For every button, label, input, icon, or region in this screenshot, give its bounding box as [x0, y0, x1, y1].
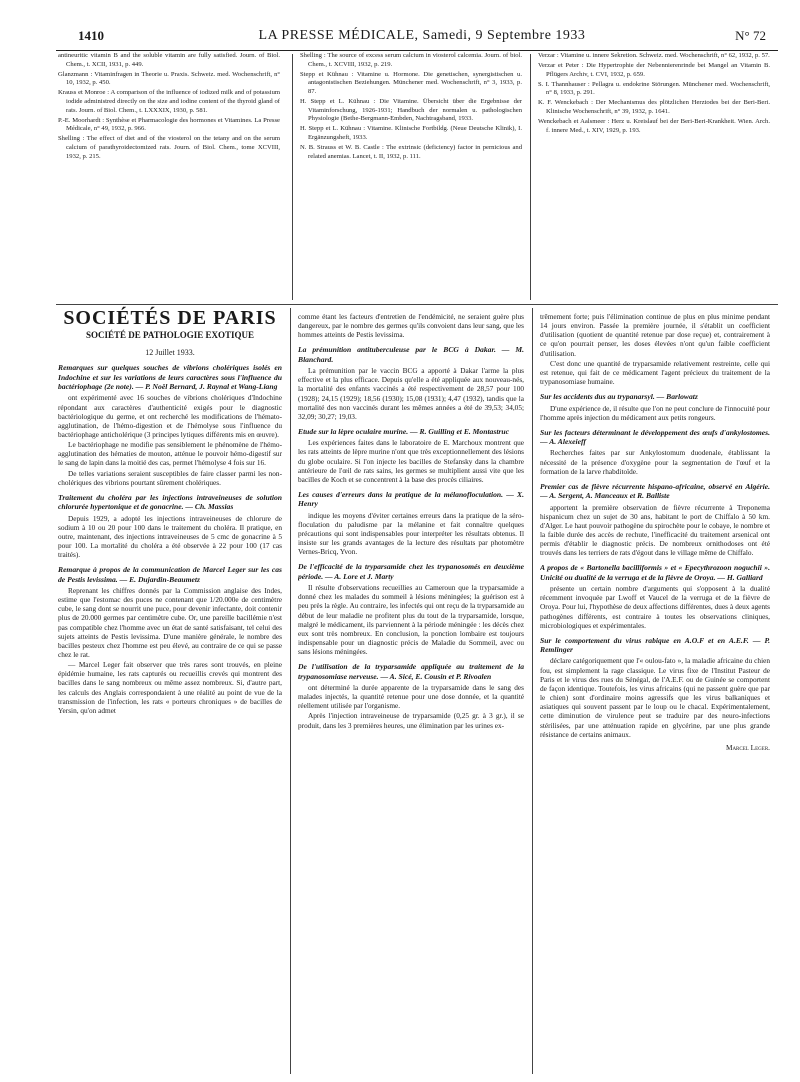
abstract-paragraph: comme étant les facteurs d'entretien de l'endémicité, ne seraient guère plus dangereux, par le nombre des germes qu'ils convoient dans leur sang, que les hommes atteints de Pestis levissima.: [298, 312, 524, 340]
reference-entry: Krauss et Monroe : A comparison of the influence of iodized milk and of potassium iodide administred directly on the size and iodine content of the thyroid gland of rats. Journ. of Biol. Chem., t. LXXXIX, 1930, p. 581.: [58, 89, 280, 114]
page-header: [78, 28, 766, 48]
abstract-paragraph: Reprenant les chiffres donnés par la Commission anglaise des Indes, estime que l'estomac des puces ne contenant que 1/20.000e de centimètre cube, le sang dont se nourrit une puce, pour devenir infectante, doit contenir plus de 20.000 germes par centimètre cube. Or, une pareille bacillémie n'est pas compatible chez l'homme avec un état de santé satisfaisant, tel celui des sujets atteints de Pestis levissima. D'une manière générale, le nombre des bacilles pesteux chez l'homme est peu élevé, au contraire de ce qui se passe chez le rat.: [58, 585, 282, 659]
page-number: 1410: [78, 28, 104, 43]
reference-entry: Shelling : The effect of diet and of the viosterol on the tetany and on the serum calcium of parathyroidectomized rats. Journ. of Biol. Chem., tome XCVIII, 1932, p. 215.: [58, 135, 280, 160]
reference-entry: Glanzmann : Vitaminfragen in Theorie u. Praxis. Schweiz. med. Wochenschrift, n° 10, 1932, p. 450.: [58, 70, 280, 87]
section-banner: SOCIÉTÉS DE PARIS: [63, 307, 277, 329]
abstract-heading: Etude sur la lèpre oculaire murine. — R. Guilling et E. Montastruc: [298, 427, 509, 436]
references-col-2: [300, 52, 522, 300]
abstract-paragraph: apportent la première observation de fièvre récurrente à Treponema hispanicum chez un sujet de 30 ans, habitant le port de Chiffalo à 50 km. d'Alger. Le haut pouvoir pathogène du spirochète pour le cobaye, le nombre et la faible durée des accès de rechute, l'inefficacité du traitement arsenical ont permis d'établir le diagnostic précis. De nombreux ornithodoses ont été trouvés dans les terriers de rats d'égout dans le village même de Chiffalo.: [540, 502, 770, 558]
abstract-heading: Les causes d'erreurs dans la pratique de la mélanofloculation. — X. Henry: [298, 490, 524, 509]
abstract-paragraph: — Marcel Leger fait observer que très rares sont trouvés, en pleine épidémie humaine, les rats capturés ou recueillis crevés qui montrent des bacilles dans le sang nombreux ou même assez nombreux. Si, d'autre part, les calculs des Anglais correspondaient à une réalité au point de vue de la transmission de l'infection, les rats « porteurs chroniques » de bacilles de Yersin, qu'on admet: [58, 660, 282, 715]
session-date: 12 Juillet 1933.: [145, 348, 195, 358]
abstract-heading: La prémunition antituberculeuse par le BCG à Dakar. — M. Blanchard.: [298, 345, 524, 364]
abstract-heading: Remarques sur quelques souches de vibrions cholériques isolés en Indochine et sur les variations de leurs caractères sous l'influence du bactériophage (2e note). — P. Noël Bernard, J. Raynal et Wang-Liang: [58, 363, 282, 392]
references-col-3: [538, 52, 770, 300]
abstract-heading: Premier cas de fièvre récurrente hispano-africaine, observé en Algérie. — A. Sergent, A. Manceaux et R. Balliste: [540, 481, 770, 501]
reference-entry: P.-E. Moorhardt : Synthèse et Pharmacologie des hormones et Vitamines. La Presse Médicale, n° 49, 1932, p. 966.: [58, 116, 280, 133]
reference-entry: Wenckebach et Aalsmeer : Herz u. Kreislauf bei der Beri-Beri-Krankheit. Wien. Arch. f. innere Med., t. XIV, 1929, p. 193.: [538, 118, 770, 134]
reference-entry: N. B. Strauss et W. B. Castle : The extrinsic (deficiency) factor in pernicious and related anemias. Lancet, t. II, 1932, p. 111.: [300, 143, 522, 160]
abstract-heading: A propos de « Bartonella bacilliformis » et « Epecythrozoon noguchii ». Unicité ou dualité de la verruga et de la fièvre de Oroya. — H. Galliard: [540, 563, 770, 582]
column-divider: [532, 308, 533, 1074]
abstract-paragraph: Il résulte d'observations recueillies au Cameroun que la tryparsamide a donné chez les malades du sommeil à lésions méningées; la guérison est à peu près la règle. Au contraire, les infectés qui ont reçu de la tryparsamide au début de leur maladie ne profitent plus du tout de la tryparsamide, lorsque, malgré le médicament, ils parviennent à la période méningée : les décès chez eux sont très nombreux. En conclusion, la ponction lombaire est toujours indispensable pour un diagnostic précis de Maladie du Sommeil, avec ou sans lésions méningées.: [298, 583, 524, 657]
abstract-heading: Traitement du choléra par les injections intraveineuses de solution chlorurée hypertonique et de gonacrine. — Ch. Massias: [58, 492, 282, 512]
reference-entry: Shelling : The source of excess serum calcium in viosterol calcemia. Journ. of biol. Chem., t. XCVIII, 1932, p. 219.: [300, 52, 522, 68]
abstract-heading: Sur le comportement du virus rabique en A.O.F et en A.E.F. — P. Remlinger: [540, 635, 770, 655]
abstract-heading: Remarque à propos de la communication de Marcel Leger sur les cas de Pestis levissima. — E. Dujardin-Beaumetz: [58, 565, 282, 584]
abstract-paragraph: présente un certain nombre d'arguments qui s'opposent à la dualité récemment invoquée par Lwoff et Vaucel de la verruga et de la fièvre de Oroya. Pour lui, l'hypothèse de deux affections différentes, dues à deux agents pathogènes différents, est contraire à toutes les observations cliniques, microbiologiques et expérimentales.: [540, 584, 770, 630]
references-col-1: [58, 52, 280, 300]
abstract-paragraph: Après l'injection intraveineuse de tryparsamide (0,25 gr. à 3 gr.), il se produit, dans les 3 premières heures, une élimination par les urines ex-: [298, 711, 524, 730]
abstract-paragraph: Recherches faites par sur Ankylostomum duodenale, établissant la nécessité de la présence d'oxygène pour la segmentation de l'œuf et la formation de la larve rhabditoïde.: [540, 448, 770, 476]
abstract-paragraph: ont expérimenté avec 16 souches de vibrions cholériques d'Indochine répondant aux caractères d'authenticité exigés pour le diagnostic bactériologique du germe, et ont recherché les modifications de l'hémato-agglutination, de l'hémo-digestion et de l'hémolyse sous l'influence du bactériophage anticholérique (3 principes lytiques différents mis en œuvre).: [58, 393, 282, 439]
abstract-paragraph: ont déterminé la durée apparente de la tryparsamide dans le sang des malades injectés, la quantité retenue pour une dose donnée, et la quantité réellement utilisée par l'organisme.: [298, 682, 524, 711]
reference-entry: Verzar et Peter : Die Hypertrophie der Nebennierenrinde bei Mangel an Vitamin B. Pflügers Archiv, t. CVI, 1932, p. 659.: [538, 62, 770, 78]
abstract-paragraph: La prémunition par le vaccin BCG a apporté à Dakar l'arme la plus effective et la plus efficace. Depuis qu'elle a été appliquée aux nouveau-nés, la mortalité des enfants vaccinés a été respectivement de 28,57 pour 100 (1928); 24,15 (1929); 18,56 (1930); 15,08 (1931); 4,47 (1932), tandis que la mortalité des non vaccinés durant les mêmes années a été de 39,53; 34,05; 32,09; 30,27; 19,03.: [298, 366, 524, 421]
abstract-paragraph: déclare catégoriquement que l'« oulou-fato », la maladie africaine du chien fou, est simplement la rage classique. Le virus fixe de l'Institut Pasteur de Paris et le virus des rues du Sénégal, de l'A.E.F. ou de Guinée se comportent de façon identique. Toutefois, les virus africains (qui ne passent guère que par le chien) sont d'ordinaire moins agressifs que les virus balkaniques et asiatiques qui souvent passent par le loup ou le chacal. Expérimentalement, cette diminution de virulence peut se traduire par des neuro-infections stérilisées, par une atténuation rapide en glycérine, par une plus grande résistance de certains animaux.: [540, 656, 770, 739]
reference-entry: Verzar : Vitamine u. innere Sekretion. Schweiz. med. Wochenschrift, n° 62, 1932, p. 57.: [538, 52, 770, 59]
abstract-paragraph: Depuis 1929, a adopté les injections intraveineuses de chlorure de sodium à 10 ou 20 pour 100 dans le traitement du choléra. Il pratique, en outre, maintenant, des injections intraveineuses de 5 cmc de gonacrine à 5 pour 100. La mortalité du choléra a été observée à 22 pour 100 (17 cas traités).: [58, 513, 282, 560]
society-title: SOCIÉTÉ DE PATHOLOGIE EXOTIQUE: [86, 330, 254, 341]
abstract-paragraph: De telles variations seraient susceptibles de faire classer parmi les non-cholériques des vibrions pourtant sûrement cholériques.: [58, 468, 282, 487]
article-col-3: [540, 312, 770, 1076]
abstract-heading: Sur les facteurs déterminant le développement des œufs d'ankylostomes. — A. Alexeieff: [540, 427, 770, 447]
reference-entry: K. F. Wenckebach : Der Mechanismus des plötzlichen Herztodes bei der Beri-Beri. Klinische Wochenschrift, n° 39, 1932, p. 1641.: [538, 99, 770, 116]
abstract-paragraph: D'une expérience de, il résulte que l'on ne peut conclure de l'innocuité pour l'homme après injection du médicament aux petits rongeurs.: [540, 403, 770, 422]
reference-entry: antineuritic vitamin B and the soluble vitamin are fully satisfied. Journ. of Biol. Chem., t. XCII, 1931, p. 449.: [58, 52, 280, 68]
abstract-paragraph: C'est donc une quantité de tryparsamide relativement restreinte, celle qui est retenue, qui fait de ce médicament l'agent précieux du traitement de la trypanosomiase humaine.: [540, 358, 770, 387]
article-col-1: [58, 306, 282, 1076]
reference-entry: H. Stepp et L. Kühnau : Vitamine. Klinische Fortbildg. (Neue Deutsche Klinik), I. Ergänzungsheft, 1933.: [300, 125, 522, 141]
header-rule: [56, 50, 778, 51]
column-divider: [530, 54, 531, 300]
article-col-2: [298, 312, 524, 1076]
abstract-paragraph: trêmement forte; puis l'élimination continue de plus en plus minime pendant 14 jours environ. Passée la première journée, il s'établit un coefficient d'utilisation (quotient de quantité retenue par dose reçue) et, contrairement à ce qu'on pourrait penser, les doses élevées n'ont qu'un faible coefficient d'utilisation.: [540, 312, 770, 358]
reference-entry: H. Stepp et L. Kühnau : Die Vitamine. Übersicht über die Ergebnisse der Vitaminforschung, 1926-1931; Handbuch der normalen u. pathologischen Physiologie (Bethe-Bergmann-Embden, Nachtragsband, 1933.: [300, 97, 522, 123]
abstract-heading: Sur les accidents dus au trypanarsyl. — Barlowatz: [540, 392, 698, 402]
abstract-heading: De l'utilisation de la tryparsamide appliquée au traitement de la trypanosomiase nerveuse. — A. Sicé, E. Cousin et P. Rivoalen: [298, 662, 524, 681]
abstract-paragraph: indique les moyens d'éviter certaines erreurs dans la pratique de la séro-floculation du paludisme par la mélanine et fait connaître quelques précautions qui sont indispensables pour interpréter les résultats obtenus. Il insiste sur les grands avantages de la lecture des résultats par photomètre Vernes-Bricq, Yvon.: [298, 510, 524, 557]
section-rule: [56, 304, 778, 305]
journal-title: LA PRESSE MÉDICALE, Samedi, 9 Septembre 1933: [258, 28, 586, 43]
reference-entry: Stepp et Kühnau : Vitamine u. Hormone. Die genetischen, synergistischen u. antagonistischen Beziehungen. Münchener med. Wochenschrift, n° 3, 1933, p. 87.: [300, 70, 522, 95]
column-divider: [290, 308, 291, 1074]
issue-number: N° 72: [735, 28, 766, 43]
abstract-paragraph: Le bactériophage ne modifie pas sensiblement le phénomène de l'hémo-agglutination des hématies de mouton, atténue le pouvoir hémo-digestif sur le sang de lapin dans la moitié des cas, permet l'hémolyse 4 fois sur 16.: [58, 440, 282, 468]
reference-entry: S. I. Thannhauser : Pellagra u. endokrine Störungen. Münchener med. Wochenschrift, n° 8, 1933, p. 291.: [538, 80, 770, 97]
abstract-paragraph: Les expériences faites dans le laboratoire de E. Marchoux montrent que les rats atteints de lèpre murine n'ont que très exceptionnellement des lésions du globe oculaire. Si l'on injecte les bacilles de Stefansky dans la chambre antérieure de l'œil de rats sains, les germes se multiplient aussi vite que les bacilles de Koch et se concentrent à la base des procès ciliaires.: [298, 438, 524, 484]
signature: Marcel Leger.: [725, 742, 770, 752]
column-divider: [292, 54, 293, 300]
abstract-heading: De l'efficacité de la tryparsamide chez les trypanosomés en deuxième période. — A. Lore et J. Marty: [298, 562, 524, 581]
